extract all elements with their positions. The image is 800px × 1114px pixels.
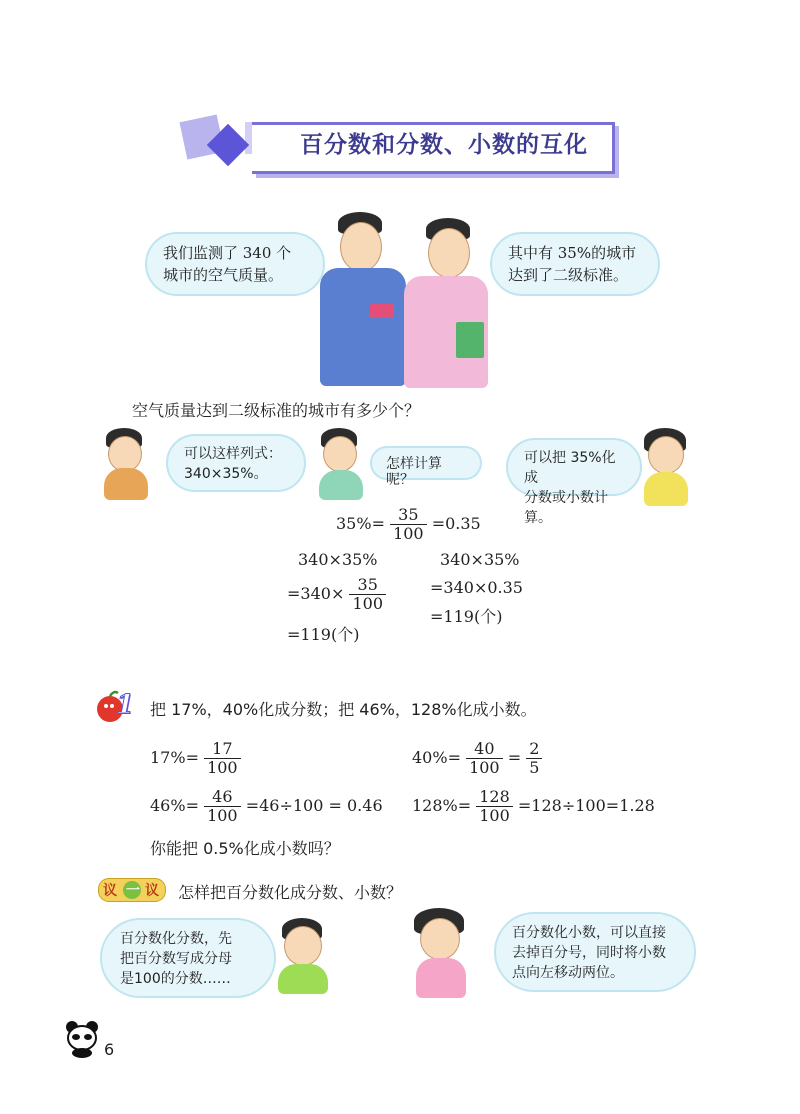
math-text: 17%= [150, 748, 199, 767]
math-text: = [507, 748, 522, 767]
speech-bubble-kid1 [166, 434, 306, 492]
bubble-line: 百分数化分数，先 [120, 931, 232, 947]
calc-b-line2: =340×0.35 [430, 578, 523, 597]
bubble-line: 百分数化小数，可以直接 [512, 925, 666, 941]
boy-figure [98, 428, 154, 500]
scientist-figure-right [400, 218, 492, 388]
speech-bubble-discuss-left [100, 918, 276, 998]
math-text: =46÷100 = 0.46 [245, 796, 383, 815]
math-text: 46%= [150, 796, 199, 815]
denominator: 100 [469, 758, 500, 777]
calc-b-line3: =119(个) [430, 607, 503, 626]
calc-a-line3: =119(个) [287, 625, 360, 644]
lesson-title: 百分数和分数、小数的互化 [300, 132, 588, 158]
conversion-line [336, 506, 481, 543]
math-text: 40%= [412, 748, 461, 767]
fraction [349, 576, 386, 613]
numerator: 35 [349, 576, 386, 595]
denominator: 100 [207, 758, 238, 777]
girl-figure [402, 908, 482, 1000]
fraction [526, 740, 542, 777]
page-number: 6 [104, 1040, 115, 1059]
numerator: 17 [204, 740, 241, 759]
math-text: =128÷100=1.28 [517, 796, 655, 815]
fraction [466, 740, 503, 777]
denominator: 100 [352, 594, 383, 613]
bubble-line: 分数或小数计算。 [524, 490, 608, 526]
bubble-line: 把百分数写成分母 [120, 951, 232, 967]
boy-figure [313, 428, 369, 500]
bubble-line: 可以这样列式： [184, 446, 282, 462]
speech-bubble-kid3 [506, 438, 642, 526]
calc-a-line2 [287, 576, 386, 613]
question-text: 空气质量达到二级标准的城市有多少个？ [132, 401, 421, 420]
fraction [390, 506, 427, 543]
math-text: =340× [287, 584, 345, 603]
numerator: 40 [466, 740, 503, 759]
discuss-prompt: 怎样把百分数化成分数、小数？ [178, 883, 403, 902]
badge-char: 议 [103, 883, 117, 899]
numerator: 128 [476, 788, 513, 807]
speech-bubble-discuss-right [494, 912, 696, 992]
answer-40-percent [412, 740, 542, 777]
numerator: 35 [390, 506, 427, 525]
answer-46-percent [150, 788, 383, 825]
bubble-line: 达到了二级标准。 [508, 266, 629, 284]
boy-figure [268, 918, 344, 994]
badge-char: 一 [126, 883, 140, 899]
discuss-badge [98, 878, 166, 902]
speech-bubble-left [145, 232, 325, 296]
badge-char: 议 [145, 883, 159, 899]
panda-icon [62, 1018, 102, 1058]
answer-17-percent [150, 740, 241, 777]
girl-figure [636, 428, 698, 508]
math-text: 35%= [336, 514, 385, 533]
numerator: 2 [526, 740, 542, 759]
speech-bubble-right [490, 232, 660, 296]
speech-bubble-kid2: 怎样计算呢？ [370, 446, 482, 480]
math-text: =0.35 [431, 514, 481, 533]
bubble-line: 其中有 35%的城市 [508, 244, 637, 262]
math-text: 128%= [412, 796, 472, 815]
denominator: 100 [479, 806, 510, 825]
bubble-line: 城市的空气质量。 [163, 266, 284, 284]
fraction [476, 788, 513, 825]
calc-a-line1: 340×35% [298, 550, 378, 569]
exercise-prompt: 把 17%，40%化成分数；把 46%，128%化成小数。 [150, 700, 537, 719]
bubble-line: 340×35%。 [184, 466, 268, 482]
fraction [204, 788, 241, 825]
bubble-line: 我们监测了 340 个 [163, 244, 292, 262]
bubble-line: 可以把 35%化成 [524, 450, 616, 486]
calc-b-line1: 340×35% [440, 550, 520, 569]
scientist-figure-left [318, 212, 408, 387]
denominator: 100 [393, 524, 424, 543]
denominator: 5 [529, 758, 540, 777]
numerator: 46 [204, 788, 241, 807]
denominator: 100 [207, 806, 238, 825]
exercise-number: 1 [116, 690, 135, 720]
answer-128-percent [412, 788, 655, 825]
bubble-line: 去掉百分号，同时将小数 [512, 945, 666, 961]
fraction [204, 740, 241, 777]
bubble-line: 是100的分数…… [120, 971, 231, 987]
followup-question: 你能把 0.5%化成小数吗？ [150, 839, 340, 858]
bubble-line: 点向左移动两位。 [512, 965, 624, 981]
